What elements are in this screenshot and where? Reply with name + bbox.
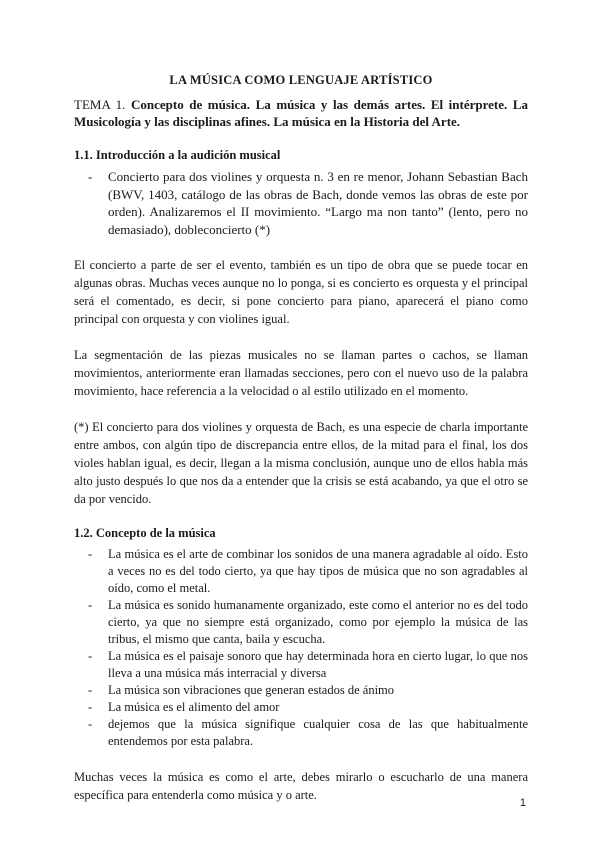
list-item (88, 682, 528, 699)
dash-bullet: - (88, 683, 93, 697)
list-item-text: La música son vibraciones que generan estados de ánimo (108, 683, 395, 697)
list-item-text: La música es el alimento del amor (108, 700, 280, 714)
list-item (88, 546, 528, 597)
section-heading-1-2: 1.2. Concepto de la música (74, 526, 216, 540)
list-item-text: La música es el paisaje sonoro que hay determinada hora en cierto lugar, lo que nos lleva a una música más interracial y diversa (108, 649, 528, 680)
paragraph: El concierto a parte de ser el evento, también es un tipo de obra que se puede tocar en algunas obras. Muchas veces aunque no lo ponga, si es concierto es orquesta y el principal será el comentado, es decir, si pone concierto para piano, aparecerá el piano como principal con orquesta y con violines igual. (74, 258, 528, 326)
section-1-2-list (74, 546, 528, 750)
paragraph: La segmentación de las piezas musicales no se llaman partes o cachos, se llaman movimientos, anteriormente eran llamadas secciones, pero con el nuevo uso de la palabra movimiento, hace referencia a la velocidad o al estilo utilizado en el momento. (74, 348, 528, 398)
list-item-text: Concierto para dos violines y orquesta n. 3 en re menor, Johann Sebastian Bach (BWV, 1403, catálogo de las obras de Bach, donde vemos las obras de este por orden). Analizaremos el II movimiento. “Largo ma non tanto” (lento, pero no demasiado), dobleconcierto (*) (108, 169, 528, 237)
dash-bullet: - (88, 169, 93, 184)
dash-bullet: - (88, 649, 93, 663)
list-item-text: La música es sonido humanamente organizado, este como el anterior no es del todo cierto, ya que no siempre está organizado, como por ejemplo la música de las tribus, el mismo que canta, baila y escucha. (108, 598, 528, 646)
paragraph: (*) El concierto para dos violines y orquesta de Bach, es una especie de charla importante entre ambos, con algún tipo de discrepancia entre ellos, de la mitad para el final, los dos violes hablan igual, es decir, llegan a la misma conclusión, aunque uno de ellos habla más alto justo después lo que nos da a entender que la crisis se está acabando, ya que el otro se da por vencido. (74, 420, 528, 506)
tema-label: TEMA 1. (74, 97, 126, 112)
dash-bullet: - (88, 717, 93, 731)
tema-line (74, 96, 528, 130)
page-number: 1 (519, 797, 526, 809)
section-1-1-list (74, 168, 528, 238)
list-item-text: La música es el arte de combinar los sonidos de una manera agradable al oído. Esto a veces no es del todo cierto, ya que hay tipos de música que no son agradables al oído, como el metal. (108, 547, 528, 595)
dash-bullet: - (88, 700, 93, 714)
list-item (88, 699, 528, 716)
list-item (88, 168, 528, 238)
dash-bullet: - (88, 547, 93, 561)
list-item (88, 648, 528, 682)
paragraph: Muchas veces la música es como el arte, debes mirarlo o escucharlo de una manera específica para entenderla como música y o arte. (74, 770, 528, 802)
list-item-text: dejemos que la música signifique cualquier cosa de las que habitualmente entendemos por esta palabra. (108, 717, 528, 748)
tema-text: Concepto de música. La música y las demás artes. El intérprete. La Musicología y las disciplinas afines. La música en la Historia del Arte. (74, 97, 528, 129)
section-heading-1-1: 1.1. Introducción a la audición musical (74, 148, 281, 162)
document-title: LA MÚSICA COMO LENGUAJE ARTÍSTICO (169, 73, 433, 87)
list-item (88, 597, 528, 648)
dash-bullet: - (88, 598, 93, 612)
list-item (88, 716, 528, 750)
